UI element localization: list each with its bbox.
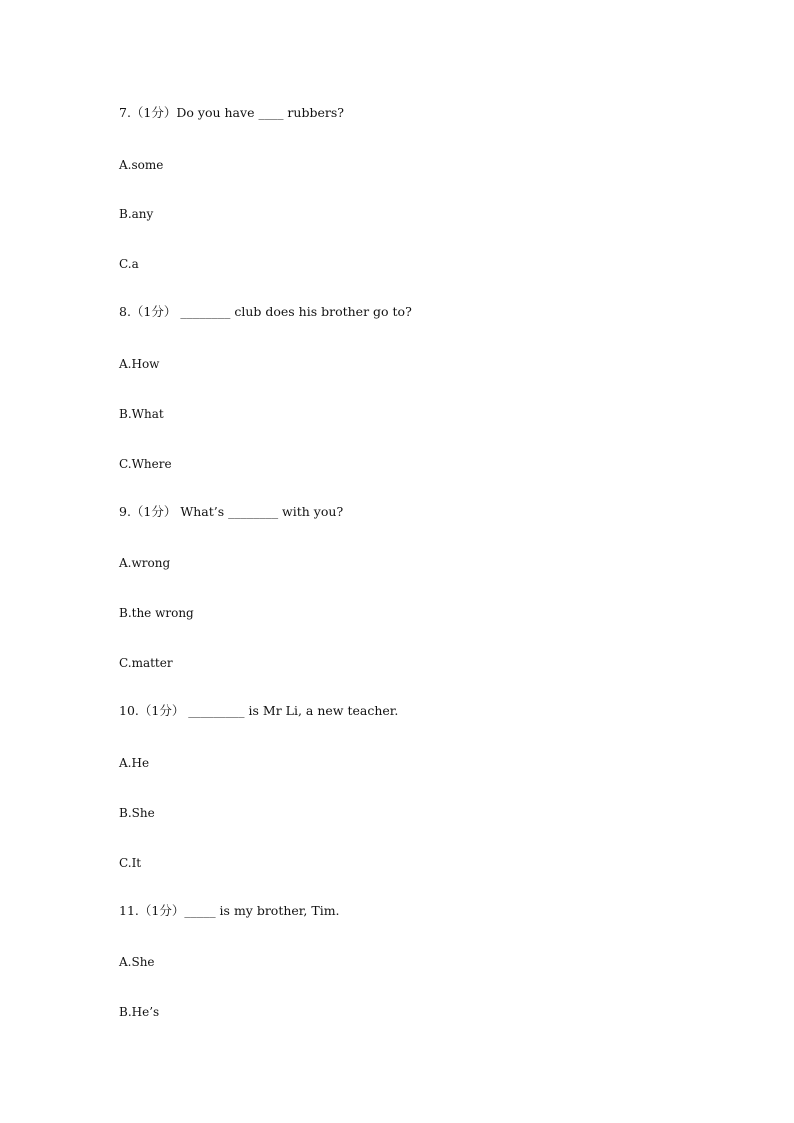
question-7-option-b: B.any [119, 207, 154, 221]
question-11-stem: 11.（1分）_____ is my brother, Tim. [119, 903, 340, 918]
question-7-stem: 7.（1分）Do you have ____ rubbers? [119, 105, 344, 120]
question-8-option-b: B.What [119, 407, 164, 421]
question-10-stem: 10.（1分） _________ is Mr Li, a new teacher. [119, 703, 399, 718]
question-10-option-c: C.It [119, 856, 142, 870]
question-9-option-b: B.the wrong [119, 606, 194, 620]
question-10-option-b: B.She [119, 806, 155, 820]
question-9-stem: 9.（1分） What’s ________ with you? [119, 504, 344, 519]
question-8-stem: 8.（1分） ________ club does his brother go to? [119, 304, 412, 319]
question-9-option-c: C.matter [119, 656, 173, 670]
question-10-option-a: A.He [119, 756, 150, 770]
question-8-option-c: C.Where [119, 457, 172, 471]
question-7-option-a: A.some [119, 158, 164, 172]
question-11-option-b: B.He’s [119, 1005, 160, 1019]
question-7-option-c: C.a [119, 257, 139, 271]
question-9-option-a: A.wrong [119, 556, 171, 570]
question-11-option-a: A.She [119, 955, 155, 969]
question-8-option-a: A.How [119, 357, 160, 371]
